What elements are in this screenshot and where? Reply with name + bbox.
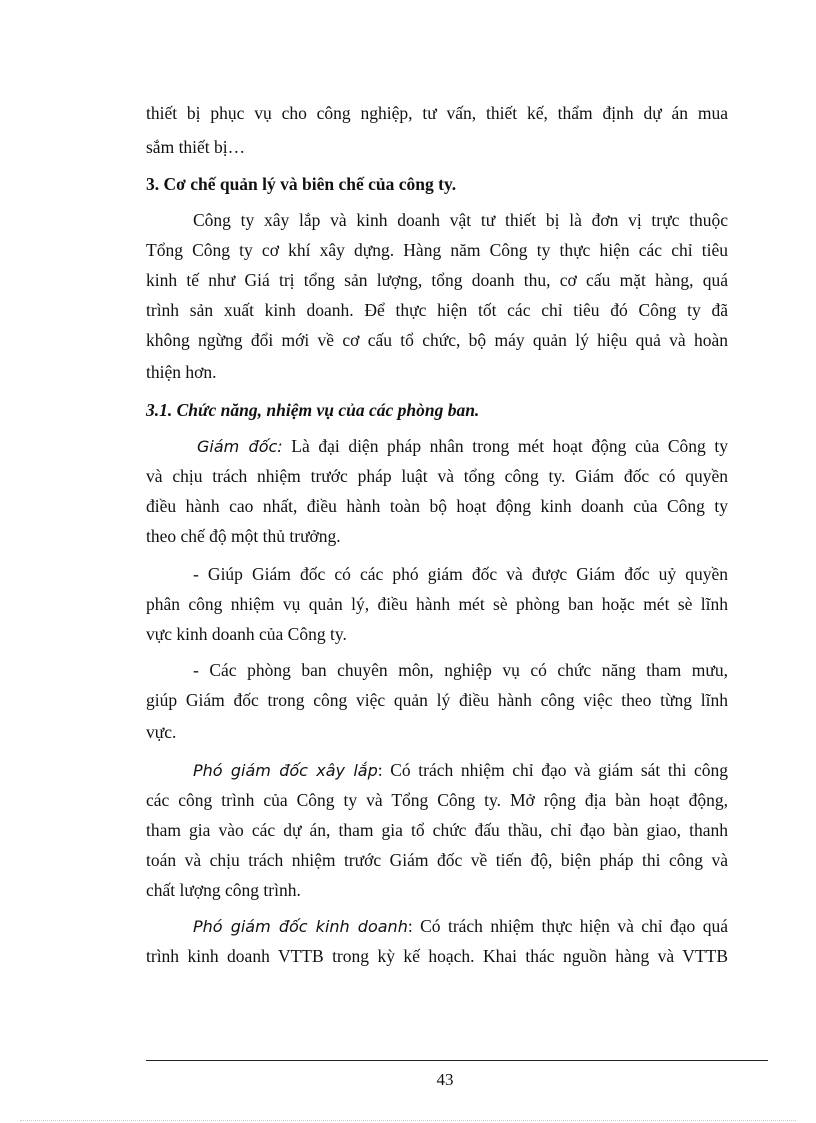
text-line: kinh tế như Giá trị tổng sản lượng, tổng doanh thu, cơ cấu mặt hàng, quá: [146, 270, 728, 290]
text-line: sắm thiết bị…: [146, 137, 246, 157]
text-line: điều hành cao nhất, điều hành toàn bộ hoạt động kinh doanh của Công ty: [146, 496, 728, 516]
text-line: phân công nhiệm vụ quản lý, điều hành mét sè phòng ban hoặc mét sè lĩnh: [146, 594, 728, 614]
text-line: thiết bị phục vụ cho công nghiệp, tư vấn, thiết kế, thẩm định dự án mua: [146, 103, 728, 123]
text-line-pgd-kinh-doanh: [193, 916, 728, 937]
bullet-line: - Giúp Giám đốc có các phó giám đốc và được Giám đốc uỷ quyền: [193, 564, 728, 584]
text-line: trình kinh doanh VTTB trong kỳ kế hoạch. Khai thác nguồn hàng và VTTB: [146, 946, 728, 966]
text-span: Là đại diện pháp nhân trong mét hoạt động của Công ty: [282, 436, 729, 456]
section-heading-3: 3. Cơ chế quản lý và biên chế của công ty.: [146, 174, 457, 194]
section-heading-3-1: 3.1. Chức năng, nhiệm vụ của các phòng ban.: [146, 400, 480, 420]
text-line: không ngừng đổi mới về cơ cấu tổ chức, bộ máy quản lý hiệu quả và hoàn: [146, 330, 728, 350]
text-span: : Có trách nhiệm chỉ đạo và giám sát thi công: [377, 760, 728, 780]
text-line: vực kinh doanh của Công ty.: [146, 624, 347, 644]
text-line: Công ty xây lắp và kinh doanh vật tư thiết bị là đơn vị trực thuộc: [193, 210, 728, 230]
role-label: Phó giám đốc kinh doanh: [193, 917, 408, 936]
text-line: các công trình của Công ty và Tổng Công ty. Mở rộng địa bàn hoạt động,: [146, 790, 728, 810]
text-line: trình sản xuất kinh doanh. Để thực hiện tốt các chỉ tiêu đó Công ty đã: [146, 300, 728, 320]
bullet-line: - Các phòng ban chuyên môn, nghiệp vụ có chức năng tham mưu,: [193, 660, 728, 680]
text-line: theo chế độ một thủ trưởng.: [146, 526, 341, 546]
page-edge-divider: [20, 1120, 796, 1121]
text-line: chất lượng công trình.: [146, 880, 301, 900]
text-line: và chịu trách nhiệm trước pháp luật và tổng công ty. Giám đốc có quyền: [146, 466, 728, 486]
text-line: thiện hơn.: [146, 362, 217, 382]
footer-divider: [146, 1060, 768, 1061]
text-line: giúp Giám đốc trong công việc quản lý điều hành công việc theo từng lĩnh: [146, 690, 728, 710]
role-label: Giám đốc:: [197, 437, 283, 456]
text-line: vực.: [146, 722, 177, 742]
text-span: : Có trách nhiệm thực hiện và chỉ đạo quá: [407, 916, 728, 936]
text-line-giam-doc: [197, 436, 728, 457]
role-label: Phó giám đốc xây lắp: [193, 761, 378, 780]
page-number: 43: [436, 1070, 454, 1089]
text-line: toán và chịu trách nhiệm trước Giám đốc về tiến độ, biện pháp thi công và: [146, 850, 728, 870]
text-line: Tổng Công ty cơ khí xây dựng. Hàng năm Công ty thực hiện các chỉ tiêu: [146, 240, 728, 260]
text-line-pgd-xay-lap: [193, 760, 728, 781]
text-line: tham gia vào các dự án, tham gia tổ chức đấu thầu, chỉ đạo bàn giao, thanh: [146, 820, 728, 840]
